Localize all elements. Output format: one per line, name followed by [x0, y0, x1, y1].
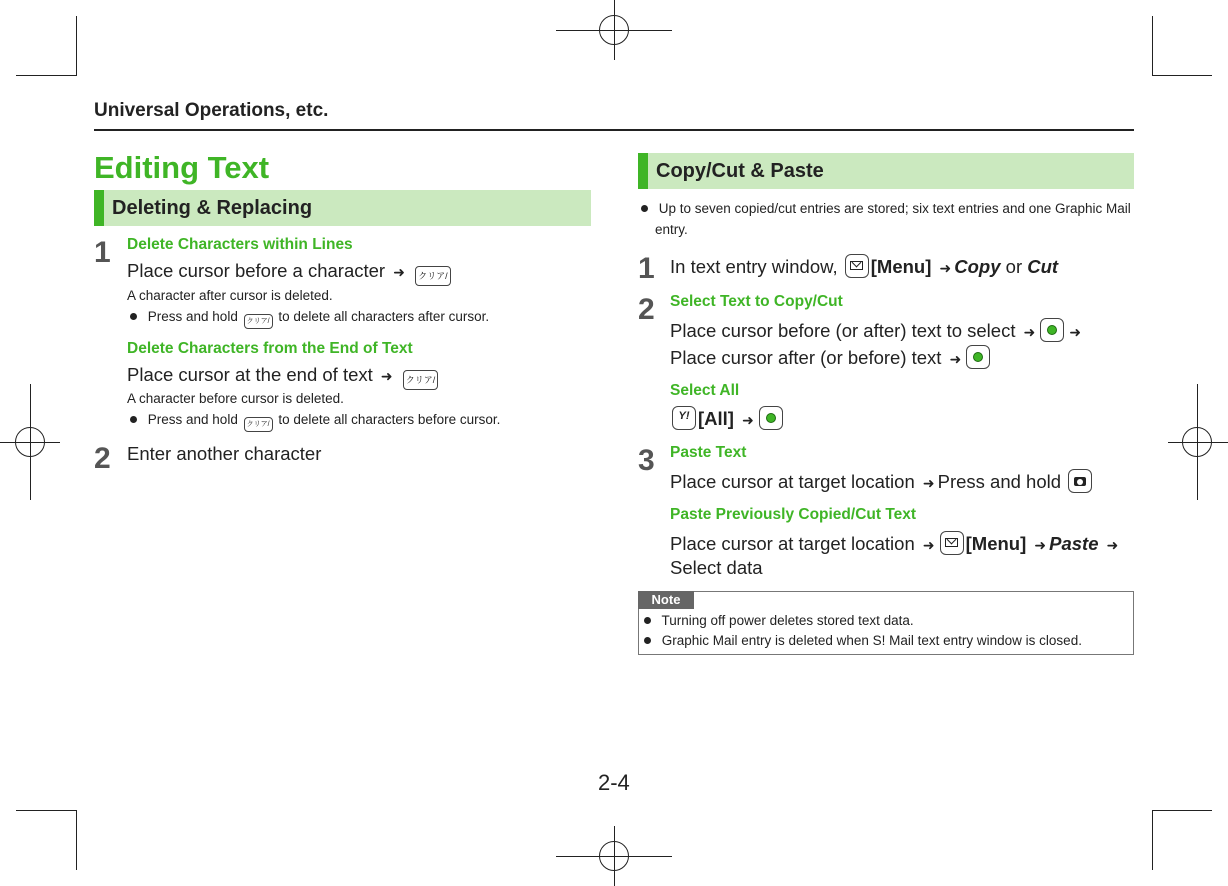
bullet-text: Press and hold — [147, 412, 238, 427]
subheading: Delete Characters from the End of Text — [127, 340, 413, 357]
note-text: Graphic Mail entry is deleted when S! Mail text entry window is closed. — [661, 633, 1082, 648]
instruction-text: Place cursor before (or after) text to select — [670, 320, 1016, 341]
center-key-icon — [1040, 318, 1064, 342]
instruction-line — [127, 260, 453, 286]
bullet-icon — [130, 416, 137, 423]
copy-label: Copy — [954, 256, 1001, 277]
description: A character before cursor is deleted. — [127, 391, 344, 406]
instruction-line — [670, 531, 1121, 555]
bullet-item — [130, 412, 500, 432]
crop-mark — [76, 16, 77, 76]
running-header: Universal Operations, etc. — [94, 100, 329, 121]
yahoo-key-icon: Y! — [672, 406, 696, 430]
instruction-line — [670, 318, 1084, 342]
arrow-icon: ➜ — [1034, 537, 1047, 553]
section-title: Deleting & Replacing — [112, 197, 313, 219]
instruction-line — [670, 345, 992, 369]
section-accent — [94, 190, 104, 226]
crop-mark — [16, 810, 76, 811]
center-key-icon — [759, 406, 783, 430]
registration-circle — [1182, 427, 1212, 457]
bullet-icon — [644, 637, 651, 644]
instruction-text: Place cursor at the end of text — [127, 364, 373, 385]
subheading: Select Text to Copy/Cut — [670, 293, 843, 310]
instruction-line: Select data — [670, 557, 763, 578]
instruction-text: Place cursor after (or before) text — [670, 347, 942, 368]
arrow-icon: ➜ — [380, 368, 393, 384]
instruction-text: Place cursor at target location — [670, 471, 915, 492]
bullet-text: Up to seven copied/cut entries are stored; six text entries and one Graphic Mail — [658, 201, 1131, 216]
instruction-text: Press and hold — [937, 471, 1062, 492]
registration-circle — [599, 841, 629, 871]
section-title: Copy/Cut & Paste — [656, 160, 824, 182]
bullet-item — [641, 201, 1131, 216]
all-label: [All] — [698, 408, 734, 429]
subheading: Paste Text — [670, 444, 747, 461]
clear-key-icon: クリア/ — [244, 417, 273, 432]
header-rule — [94, 129, 1134, 131]
crop-mark — [1152, 16, 1153, 76]
step-number: 1 — [94, 236, 111, 269]
instruction-text: Place cursor before a character — [127, 260, 386, 281]
note-text: Turning off power deletes stored text data. — [661, 613, 914, 628]
instruction-text: Place cursor at target location — [670, 533, 915, 554]
bullet-text: to delete all characters after cursor. — [278, 309, 490, 324]
crop-mark — [76, 810, 77, 870]
crop-mark — [1152, 75, 1212, 76]
cut-label: Cut — [1027, 256, 1059, 277]
registration-circle — [15, 427, 45, 457]
bullet-icon — [644, 617, 651, 624]
arrow-icon: ➜ — [1069, 324, 1082, 340]
clear-key-icon: クリア/ — [415, 266, 451, 286]
paste-label: Paste — [1049, 533, 1099, 554]
instruction-line — [127, 364, 440, 390]
bullet-continuation: entry. — [655, 222, 688, 237]
step-number: 3 — [638, 444, 655, 477]
arrow-icon: ➜ — [1106, 537, 1119, 553]
clear-key-icon: クリア/ — [244, 314, 273, 329]
bullet-item — [130, 309, 489, 329]
crop-mark — [1152, 810, 1212, 811]
crop-mark — [16, 75, 76, 76]
subheading: Paste Previously Copied/Cut Text — [670, 506, 917, 523]
subheading: Delete Characters within Lines — [127, 236, 353, 253]
note-label: Note — [638, 591, 694, 609]
bullet-icon — [130, 313, 137, 320]
or-text: or — [1005, 256, 1023, 277]
section-accent — [638, 153, 648, 189]
clear-key-icon: クリア/ — [403, 370, 439, 390]
menu-label: [Menu] — [870, 256, 932, 277]
step-number: 1 — [638, 252, 655, 285]
bullet-text: to delete all characters before cursor. — [278, 412, 501, 427]
mail-key-icon — [940, 531, 964, 555]
arrow-icon: ➜ — [922, 537, 935, 553]
menu-label: [Menu] — [965, 533, 1027, 554]
arrow-icon: ➜ — [949, 351, 962, 367]
center-key-icon — [966, 345, 990, 369]
page-title: Editing Text — [94, 150, 270, 185]
description: A character after cursor is deleted. — [127, 288, 333, 303]
step-number: 2 — [638, 293, 655, 326]
instruction-line — [670, 469, 1094, 493]
step-number: 2 — [94, 442, 111, 475]
instruction-line — [670, 406, 785, 430]
arrow-icon: ➜ — [939, 260, 952, 276]
section-bar-deleting — [94, 190, 591, 226]
bullet-icon — [641, 205, 648, 212]
instruction-line: Enter another character — [127, 443, 322, 464]
bullet-text: Press and hold — [147, 309, 238, 324]
arrow-icon: ➜ — [742, 412, 754, 428]
section-bar-copy-paste — [638, 153, 1134, 189]
arrow-icon: ➜ — [922, 475, 935, 491]
subheading: Select All — [670, 382, 740, 399]
note-item — [644, 613, 914, 628]
arrow-icon: ➜ — [1023, 324, 1036, 340]
mail-key-icon — [845, 254, 869, 278]
page-number: 2-4 — [598, 770, 630, 795]
instruction-text: In text entry window, — [670, 256, 838, 277]
arrow-icon: ➜ — [393, 264, 405, 280]
crop-mark — [1152, 810, 1153, 870]
registration-circle — [599, 15, 629, 45]
camera-key-icon — [1068, 469, 1092, 493]
instruction-line — [670, 254, 1058, 278]
note-item — [644, 633, 1082, 648]
